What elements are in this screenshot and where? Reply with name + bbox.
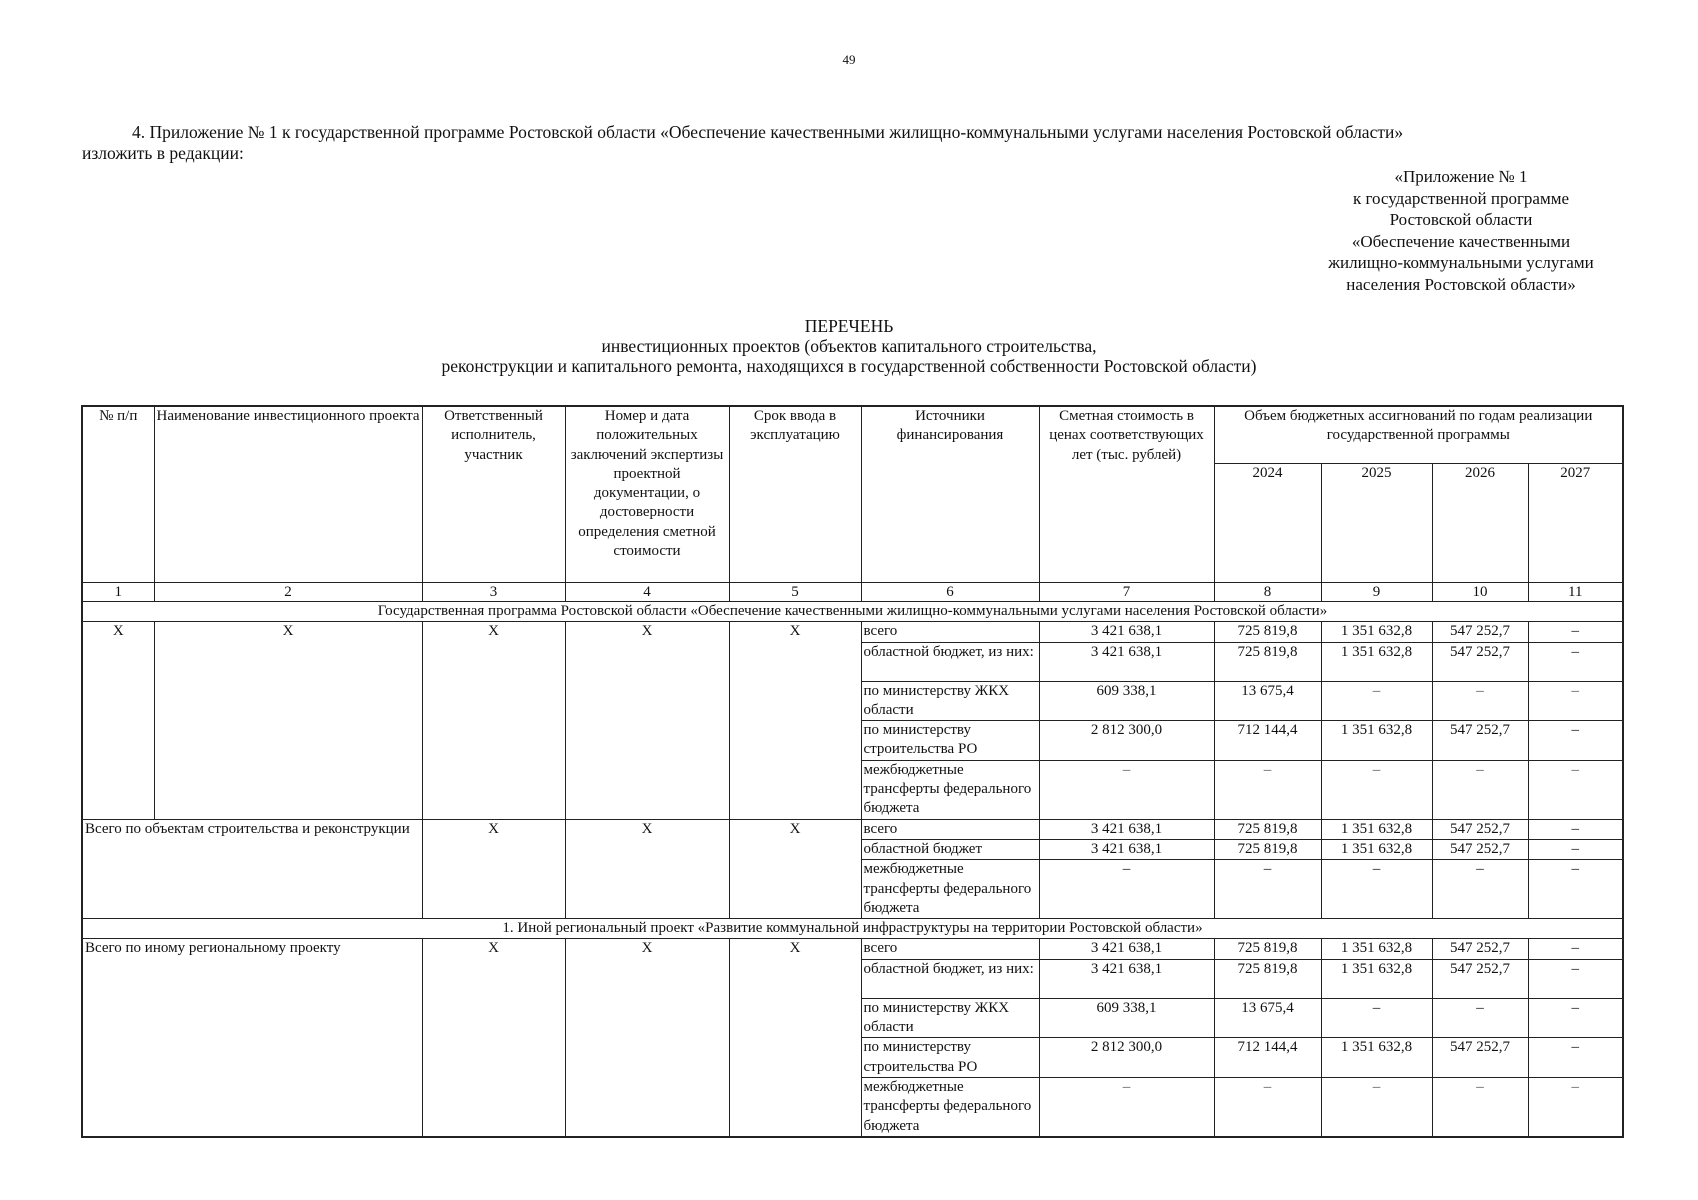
- value-2025: 1 351 632,8: [1321, 622, 1432, 642]
- section-title-row: [82, 919, 1623, 939]
- funding-source: всего: [861, 939, 1039, 959]
- x-mark: Х: [154, 622, 422, 819]
- estimated-cost: 2 812 300,0: [1039, 1038, 1214, 1078]
- value-2025: 1 351 632,8: [1321, 839, 1432, 859]
- value-2024: 725 819,8: [1214, 819, 1321, 839]
- funding-source: областной бюджет, из них:: [861, 959, 1039, 998]
- header-funding-sources: Источники финансирования: [861, 406, 1039, 583]
- value-2024: –: [1214, 1077, 1321, 1136]
- page-number: 49: [842, 52, 856, 67]
- program-title-row: [82, 602, 1623, 622]
- title-sub-2: реконструкции и капитального ремонта, находящихся в государственной собственности Ростовской области): [441, 356, 1257, 376]
- funding-source: областной бюджет: [861, 839, 1039, 859]
- appendix-line: жилищно-коммунальными услугами: [1328, 253, 1594, 273]
- construction-total-label: Всего по объектам строительства и реконструкции: [82, 819, 422, 918]
- value-2024: 725 819,8: [1214, 642, 1321, 681]
- regional-project-total-label: Всего по иному региональному проекту: [82, 939, 422, 1137]
- column-number: 9: [1321, 583, 1432, 602]
- funding-source: по министерству строительства РО: [861, 1038, 1039, 1078]
- value-2024: –: [1214, 860, 1321, 919]
- value-2025: 1 351 632,8: [1321, 959, 1432, 998]
- value-2026: 547 252,7: [1432, 642, 1528, 681]
- x-mark: Х: [729, 622, 861, 819]
- header-year-2026: 2026: [1432, 464, 1528, 583]
- appendix-line: Ростовской области: [1389, 210, 1533, 230]
- funding-source: всего: [861, 819, 1039, 839]
- value-2027: –: [1528, 642, 1623, 681]
- appendix-line: «Приложение № 1: [1394, 167, 1528, 186]
- value-2024: –: [1214, 760, 1321, 819]
- column-number: 6: [861, 583, 1039, 602]
- x-mark: Х: [729, 939, 861, 1137]
- header-estimated-cost: Сметная стоимость в ценах соответствующих лет (тыс. рублей): [1039, 406, 1214, 583]
- column-number: 2: [154, 583, 422, 602]
- value-2027: –: [1528, 721, 1623, 761]
- column-numbers-row: [82, 583, 1623, 602]
- intro-line-2: изложить в редакции:: [82, 143, 244, 163]
- header-number: № п/п: [82, 406, 154, 583]
- value-2027: –: [1528, 760, 1623, 819]
- title-sub-1: инвестиционных проектов (объектов капитального строительства,: [601, 336, 1097, 356]
- funding-source: по министерству строительства РО: [861, 721, 1039, 761]
- estimated-cost: 3 421 638,1: [1039, 819, 1214, 839]
- value-2027: –: [1528, 860, 1623, 919]
- column-number: 4: [565, 583, 729, 602]
- column-number: 3: [422, 583, 565, 602]
- estimated-cost: 609 338,1: [1039, 998, 1214, 1038]
- value-2027: –: [1528, 819, 1623, 839]
- column-number: 11: [1528, 583, 1623, 602]
- value-2026: 547 252,7: [1432, 819, 1528, 839]
- value-2025: 1 351 632,8: [1321, 1038, 1432, 1078]
- value-2025: –: [1321, 860, 1432, 919]
- intro-paragraph: [82, 122, 1622, 164]
- x-mark: Х: [565, 939, 729, 1137]
- value-2025: –: [1321, 681, 1432, 721]
- value-2024: 725 819,8: [1214, 959, 1321, 998]
- value-2026: 547 252,7: [1432, 959, 1528, 998]
- value-2024: 13 675,4: [1214, 998, 1321, 1038]
- program-title: Государственная программа Ростовской области «Обеспечение качественными жилищно-коммунальными услугами населения Ростовской области»: [82, 602, 1623, 622]
- value-2026: 547 252,7: [1432, 1038, 1528, 1078]
- value-2024: 712 144,4: [1214, 721, 1321, 761]
- estimated-cost: 3 421 638,1: [1039, 642, 1214, 681]
- header-year-2027: 2027: [1528, 464, 1623, 583]
- estimated-cost: 3 421 638,1: [1039, 959, 1214, 998]
- column-number: 1: [82, 583, 154, 602]
- header-commissioning: Срок ввода в эксплуатацию: [729, 406, 861, 583]
- value-2027: –: [1528, 1077, 1623, 1136]
- section-1-title: 1. Иной региональный проект «Развитие коммунальной инфраструктуры на территории Ростовской области»: [82, 919, 1623, 939]
- value-2027: –: [1528, 998, 1623, 1038]
- estimated-cost: 609 338,1: [1039, 681, 1214, 721]
- funding-source: по министерству ЖКХ области: [861, 681, 1039, 721]
- value-2025: 1 351 632,8: [1321, 642, 1432, 681]
- header-year-2025: 2025: [1321, 464, 1432, 583]
- column-number: 7: [1039, 583, 1214, 602]
- funding-source: межбюджетные трансферты федерального бюджета: [861, 1077, 1039, 1136]
- value-2025: –: [1321, 998, 1432, 1038]
- value-2026: –: [1432, 681, 1528, 721]
- funding-source: межбюджетные трансферты федерального бюджета: [861, 760, 1039, 819]
- estimated-cost: 3 421 638,1: [1039, 622, 1214, 642]
- intro-line-1: 4. Приложение № 1 к государственной программе Ростовской области «Обеспечение качественными жилищно-коммунальными услугами населения Ростовской области»: [132, 122, 1404, 142]
- estimated-cost: 3 421 638,1: [1039, 939, 1214, 959]
- column-number: 10: [1432, 583, 1528, 602]
- value-2024: 725 819,8: [1214, 939, 1321, 959]
- header-budget-group: Объем бюджетных ассигнований по годам реализации государственной программы: [1214, 406, 1623, 464]
- funding-source: всего: [861, 622, 1039, 642]
- value-2026: 547 252,7: [1432, 939, 1528, 959]
- value-2025: –: [1321, 1077, 1432, 1136]
- document-title: [0, 316, 1698, 376]
- appendix-line: населения Ростовской области»: [1346, 274, 1576, 294]
- table-row: [82, 819, 1623, 839]
- table-row: [82, 939, 1623, 959]
- estimated-cost: 2 812 300,0: [1039, 721, 1214, 761]
- estimated-cost: –: [1039, 1077, 1214, 1136]
- value-2025: 1 351 632,8: [1321, 721, 1432, 761]
- value-2025: 1 351 632,8: [1321, 939, 1432, 959]
- x-mark: Х: [565, 622, 729, 819]
- value-2027: –: [1528, 939, 1623, 959]
- value-2025: –: [1321, 760, 1432, 819]
- appendix-line: «Обеспечение качественными: [1351, 231, 1571, 251]
- value-2026: 547 252,7: [1432, 622, 1528, 642]
- value-2024: 712 144,4: [1214, 1038, 1321, 1078]
- x-mark: Х: [565, 819, 729, 918]
- value-2027: –: [1528, 839, 1623, 859]
- projects-table: [81, 405, 1624, 1138]
- value-2025: 1 351 632,8: [1321, 819, 1432, 839]
- value-2024: 725 819,8: [1214, 622, 1321, 642]
- table-header-row: [82, 406, 1623, 464]
- funding-source: областной бюджет, из них:: [861, 642, 1039, 681]
- header-project-name: Наименование инвестиционного проекта: [154, 406, 422, 583]
- x-mark: Х: [422, 819, 565, 918]
- x-mark: Х: [422, 622, 565, 819]
- value-2027: –: [1528, 622, 1623, 642]
- funding-source: межбюджетные трансферты федерального бюджета: [861, 860, 1039, 919]
- value-2027: –: [1528, 681, 1623, 721]
- value-2027: –: [1528, 959, 1623, 998]
- estimated-cost: 3 421 638,1: [1039, 839, 1214, 859]
- header-year-2024: 2024: [1214, 464, 1321, 583]
- header-executor: Ответственный исполнитель, участник: [422, 406, 565, 583]
- value-2026: 547 252,7: [1432, 721, 1528, 761]
- table-row: [82, 622, 1623, 642]
- value-2026: –: [1432, 998, 1528, 1038]
- appendix-header: [1300, 166, 1622, 296]
- value-2027: –: [1528, 1038, 1623, 1078]
- header-expertise: Номер и дата положительных заключений экспертизы проектной документации, о достоверности определения сметной стоимости: [565, 406, 729, 583]
- column-number: 8: [1214, 583, 1321, 602]
- funding-source: по министерству ЖКХ области: [861, 998, 1039, 1038]
- value-2026: –: [1432, 1077, 1528, 1136]
- estimated-cost: –: [1039, 860, 1214, 919]
- x-mark: Х: [729, 819, 861, 918]
- title-main: ПЕРЕЧЕНЬ: [804, 316, 894, 336]
- appendix-line: к государственной программе: [1352, 188, 1570, 208]
- x-mark: Х: [422, 939, 565, 1137]
- value-2024: 725 819,8: [1214, 839, 1321, 859]
- estimated-cost: –: [1039, 760, 1214, 819]
- value-2024: 13 675,4: [1214, 681, 1321, 721]
- value-2026: 547 252,7: [1432, 839, 1528, 859]
- x-mark: Х: [82, 622, 154, 819]
- column-number: 5: [729, 583, 861, 602]
- value-2026: –: [1432, 760, 1528, 819]
- value-2026: –: [1432, 860, 1528, 919]
